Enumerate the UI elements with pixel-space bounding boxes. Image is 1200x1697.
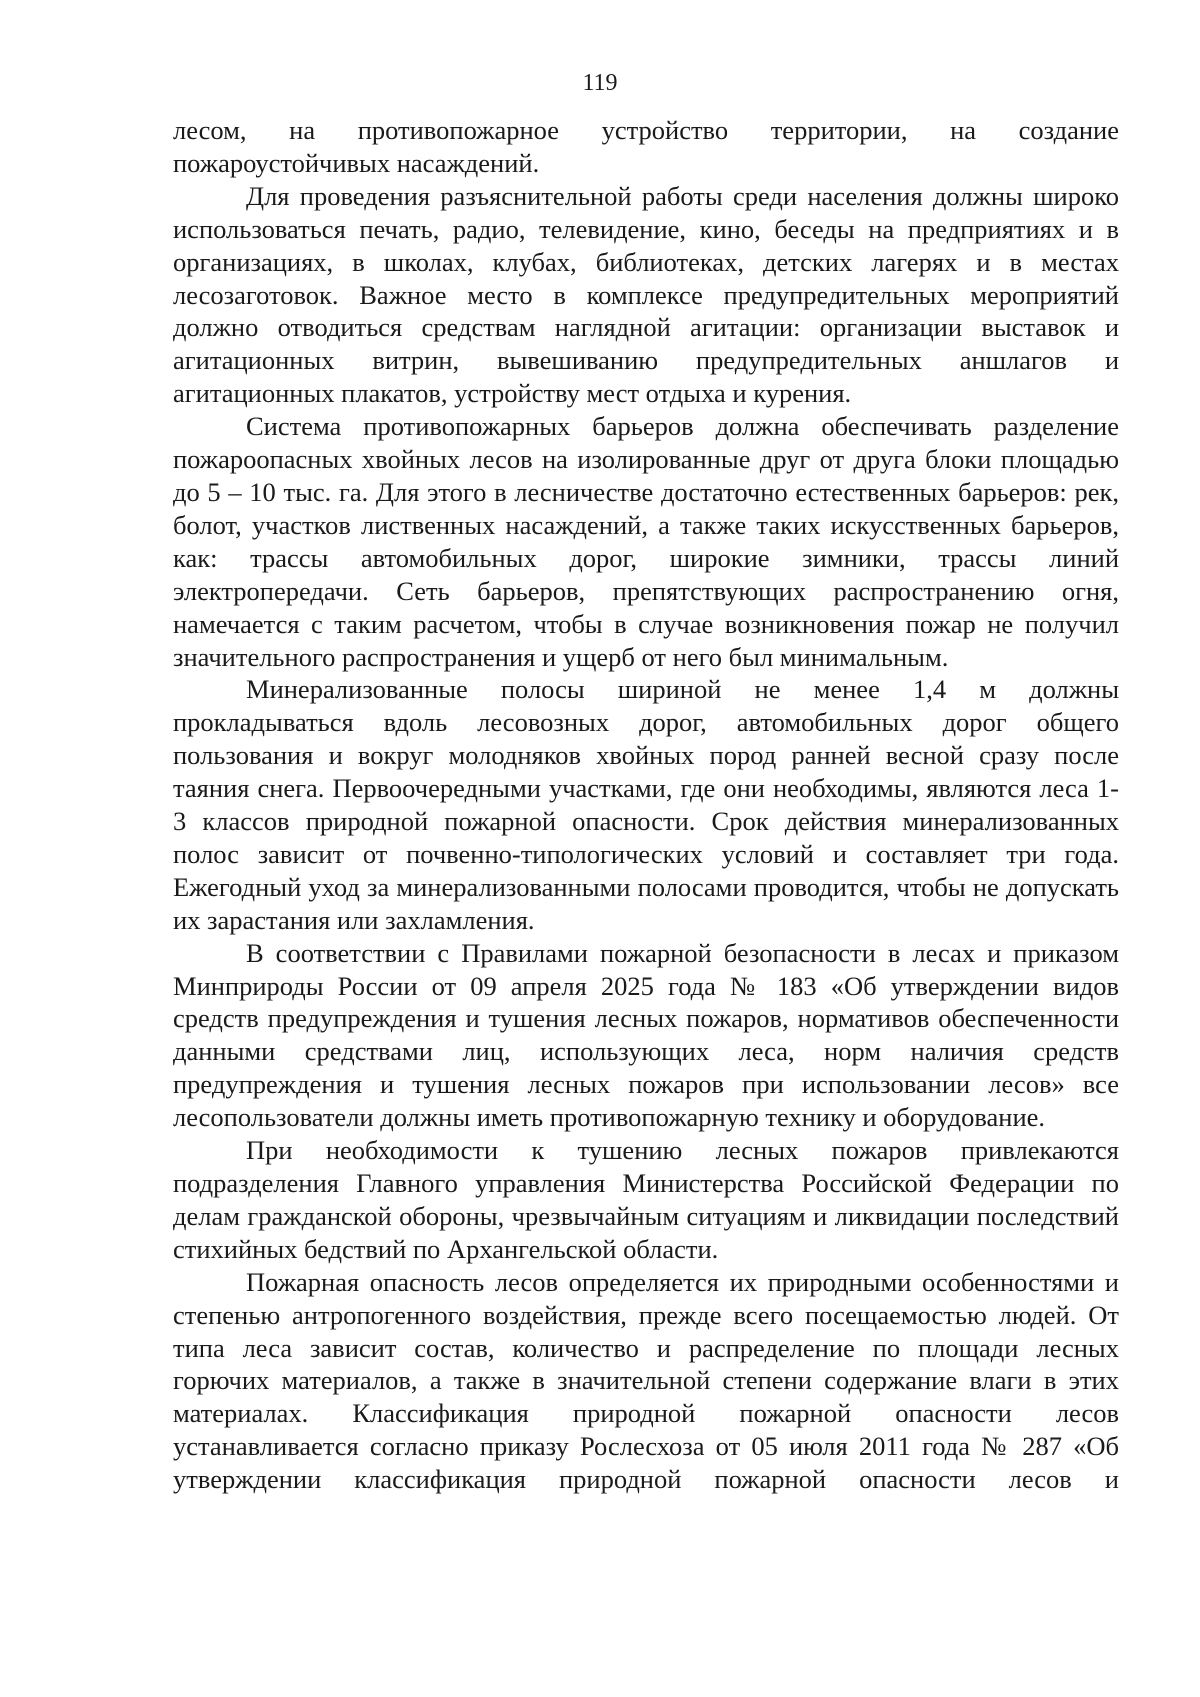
body-text bbox=[173, 114, 1119, 1496]
page-number: 119 bbox=[582, 70, 618, 96]
paragraph-fire-barriers: Система противопожарных барьеров должна обеспечивать разделение пожароопасных хвойных лесов на изолированные друг от друга блоки площадью до 5 – 10 тыс. га. Для этого в лесничестве достаточно естественных барьеров: рек, болот, участков лиственных насаждений, а также таких искусственных барьеров, как: трассы автомобильных дорог, широкие зимники, трассы линий электропередачи. Сеть барьеров, препятствующих распространению огня, намечается с таким расчетом, чтобы в случае возникновения пожар не получил значительного распространения и ущерб от него был минимальным. bbox=[173, 411, 1119, 672]
paragraph-explanatory-work: Для проведения разъяснительной работы среди населения должны широко использоваться печать, радио, телевидение, кино, беседы на предприятиях и в организациях, в школах, клубах, библиотеках, детских лагерях и в местах лесозаготовок. Важное место в комплексе предупредительных мероприятий должно отводиться средствам наглядной агитации: организации выставок и агитационных витрин, вывешиванию предупредительных аншлагов и агитационных плакатов, устройству мест отдыха и курения. bbox=[173, 180, 1119, 409]
paragraph-fire-hazard-classification: Пожарная опасность лесов определяется их природными особенностями и степенью антропогенного воздействия, прежде всего посещаемостью людей. От типа леса зависит состав, количество и распределение по площади лесных горючих материалов, а также в значительной степени содержание влаги в этих материалах. Классификация природной пожарной опасности лесов устанавливается согласно приказу Рослесхоза от 05 июля 2011 года № 287 «Об утверждении классификация природной пожарной опасности лесов и bbox=[173, 1266, 1119, 1495]
paragraph-continuation: лесом, на противопожарное устройство территории, на создание пожароустойчивых насаждений. bbox=[173, 115, 1119, 178]
paragraph-mineralized-strips: Минерализованные полосы шириной не менее 1,4 м должны прокладываться вдоль лесовозных дорог, автомобильных дорог общего пользования и вокруг молодняков хвойных пород ранней весной сразу после таяния снега. Первоочередными участками, где они необходимы, являются леса 1-3 классов природной пожарной опасности. Срок действия минерализованных полос зависит от почвенно-типологических условий и составляет три года. Ежегодный уход за минерализованными полосами проводится, чтобы не допускать их зарастания или захламления. bbox=[173, 674, 1119, 935]
paragraph-fire-safety-rules: В соответствии с Правилами пожарной безопасности в лесах и приказом Минприроды России от 09 апреля 2025 года № 183 «Об утверждении видов средств предупреждения и тушения лесных пожаров, нормативов обеспеченности данными средствами лиц, использующих леса, норм наличия средств предупреждения и тушения лесных пожаров при использовании лесов» все лесопользователи должны иметь противопожарную технику и оборудование. bbox=[173, 937, 1119, 1133]
paragraph-emergency-units: При необходимости к тушению лесных пожаров привлекаются подразделения Главного управления Министерства Российской Федерации по делам гражданской обороны, чрезвычайным ситуациям и ликвидации последствий стихийных бедствий по Архангельской области. bbox=[173, 1135, 1119, 1264]
